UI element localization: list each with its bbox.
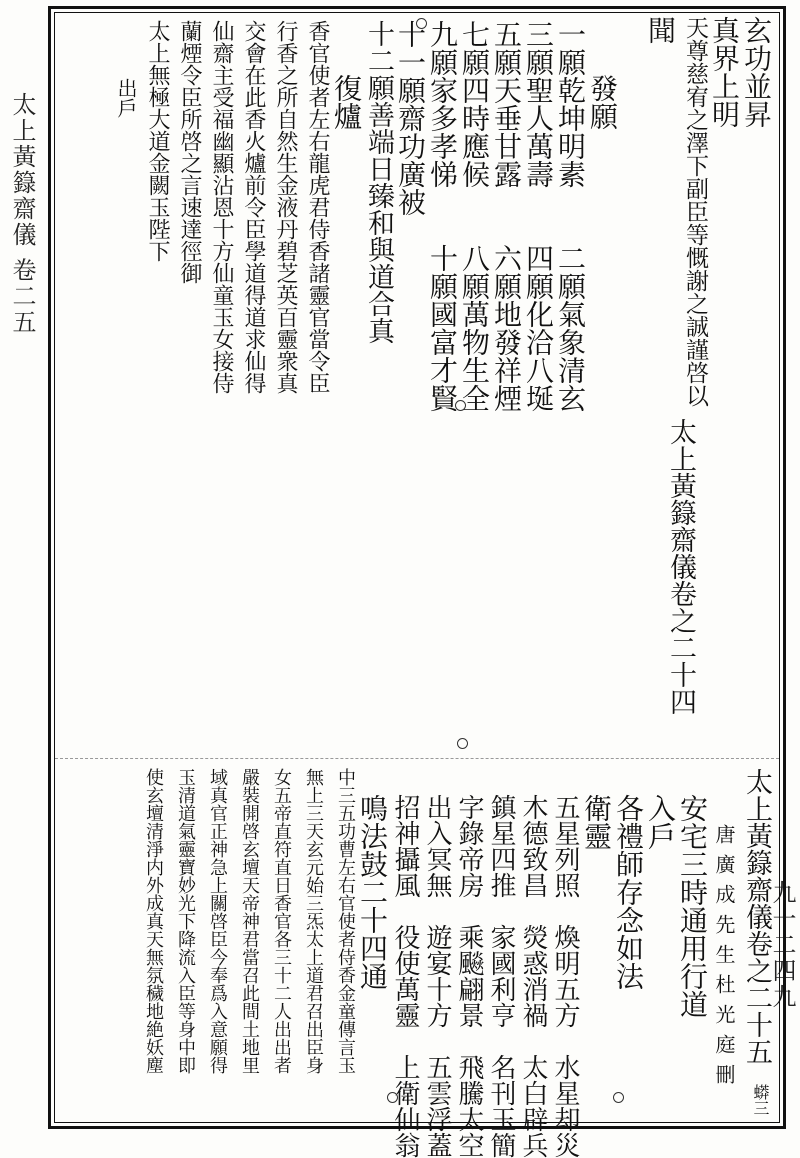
top-col-c13: 復爐 — [330, 74, 363, 130]
section-circle-mark — [387, 1092, 398, 1103]
bottom-col-b8: 木德致昌 熒惑消禍 太白辟兵 — [518, 794, 548, 1158]
top-col-c16: 交會在此香火爐前令臣學道得道求仙得 — [241, 20, 266, 394]
margin-book-title: 太上黃籙齋儀 卷二五 — [8, 92, 36, 336]
top-col-c21: 太上黃籙齋儀卷之二十四 — [665, 418, 696, 715]
bottom-col-b5: 各禮師存念如法 — [612, 794, 645, 990]
top-col-c3: 天尊慈宥之澤下副臣等慨謝之誠謹啓以 — [682, 16, 708, 407]
top-col-c9: 七願四時應候 八願萬物生全 — [458, 20, 491, 412]
top-col-c14: 香官使者左右龍虎君侍香諸靈官當令臣 — [305, 20, 330, 394]
bottom-col-b3: 安宅三時通用行道 — [676, 794, 709, 1018]
top-col-c2: 真界上明 — [708, 16, 741, 128]
bottom-col-b9: 鎮星四推 家國利亨 名刊玉簡 — [486, 794, 516, 1158]
bottom-col-b15: 無上三天玄元始三炁太上道君召出臣身 — [303, 768, 324, 1074]
top-col-c6: 一願乾坤明素 二願氣象清玄 — [554, 20, 587, 412]
bottom-col-b20: 使玄壇清淨内外成真天無氛穢地絶妖塵 — [143, 768, 164, 1074]
section-circle-mark — [416, 18, 427, 29]
top-col-c12: 十二願善端日臻和與道合真 — [363, 20, 394, 344]
bottom-col-b1: 太上黃籙齋儀卷之二十五 — [741, 768, 772, 1065]
top-col-c8: 五願天垂甘露 六願地發祥煙 — [490, 20, 523, 412]
top-col-c7: 三願聖人萬壽 四願化洽八埏 — [522, 20, 555, 412]
top-col-c1: 玄功並昇 — [740, 16, 773, 128]
bottom-col-b12: 招神攝風 役使萬靈 上衛仙翁 — [390, 794, 420, 1158]
sheet-marker: 蟒三 — [751, 1084, 770, 1116]
top-col-c15: 行香之所自然生金液丹碧芝英百靈衆真 — [273, 20, 298, 394]
bottom-col-b11: 出入冥無 遊宴十方 五雲浮蓋 — [422, 794, 452, 1158]
bottom-col-b18: 域真官正神急上關啓臣今奉爲入意願得 — [207, 768, 228, 1074]
bottom-col-b6: 衛靈 — [580, 794, 613, 850]
top-col-c10: 九願家多孝悌 十願國富才賢 — [426, 20, 459, 412]
bottom-col-b16: 女五帝直符直日香官各三十二人出出者 — [271, 768, 292, 1074]
section-circle-mark — [455, 400, 466, 411]
top-col-c20: 出戶 — [114, 78, 138, 118]
bottom-panel — [56, 760, 778, 1158]
panel-divider — [55, 758, 779, 759]
section-circle-mark — [613, 1092, 624, 1103]
top-col-c11: 十一願齋功廣被 — [394, 20, 427, 216]
bottom-col-b7: 五星列照 煥明五方 水星却災 — [550, 794, 580, 1158]
margin-page-number: 九一二四九 — [768, 880, 796, 1010]
section-circle-mark — [457, 738, 468, 749]
top-col-c5: 發願 — [586, 74, 619, 130]
bottom-col-b10: 字錄帝房 乘飈翩景 飛騰太空 — [454, 794, 484, 1158]
top-col-c19: 太上無極大道金闕玉陛下 — [145, 20, 170, 262]
top-col-c4: 聞 — [644, 16, 677, 44]
bottom-col-b17: 嚴裝開啓玄壇天帝神君當召此間土地里 — [239, 768, 260, 1074]
bottom-col-b4: 入戶 — [644, 794, 677, 850]
top-col-c17: 仙齋主受福幽顯沾恩十方仙童玉女接侍 — [209, 20, 234, 394]
top-panel — [56, 14, 778, 756]
bottom-col-b14: 中三五功曹左右官使者侍香金童傳言玉 — [335, 768, 356, 1074]
bottom-col-b13: 鳴法鼓二十四通 — [356, 794, 389, 990]
top-col-c18: 蘭煙令臣所啓之言速達徑御 — [177, 20, 202, 284]
bottom-col-b2: 唐廣成先生杜光庭刪 — [712, 824, 736, 1094]
bottom-col-b19: 玉清道氣靈寶妙光下降流入臣等身中即 — [175, 768, 196, 1074]
